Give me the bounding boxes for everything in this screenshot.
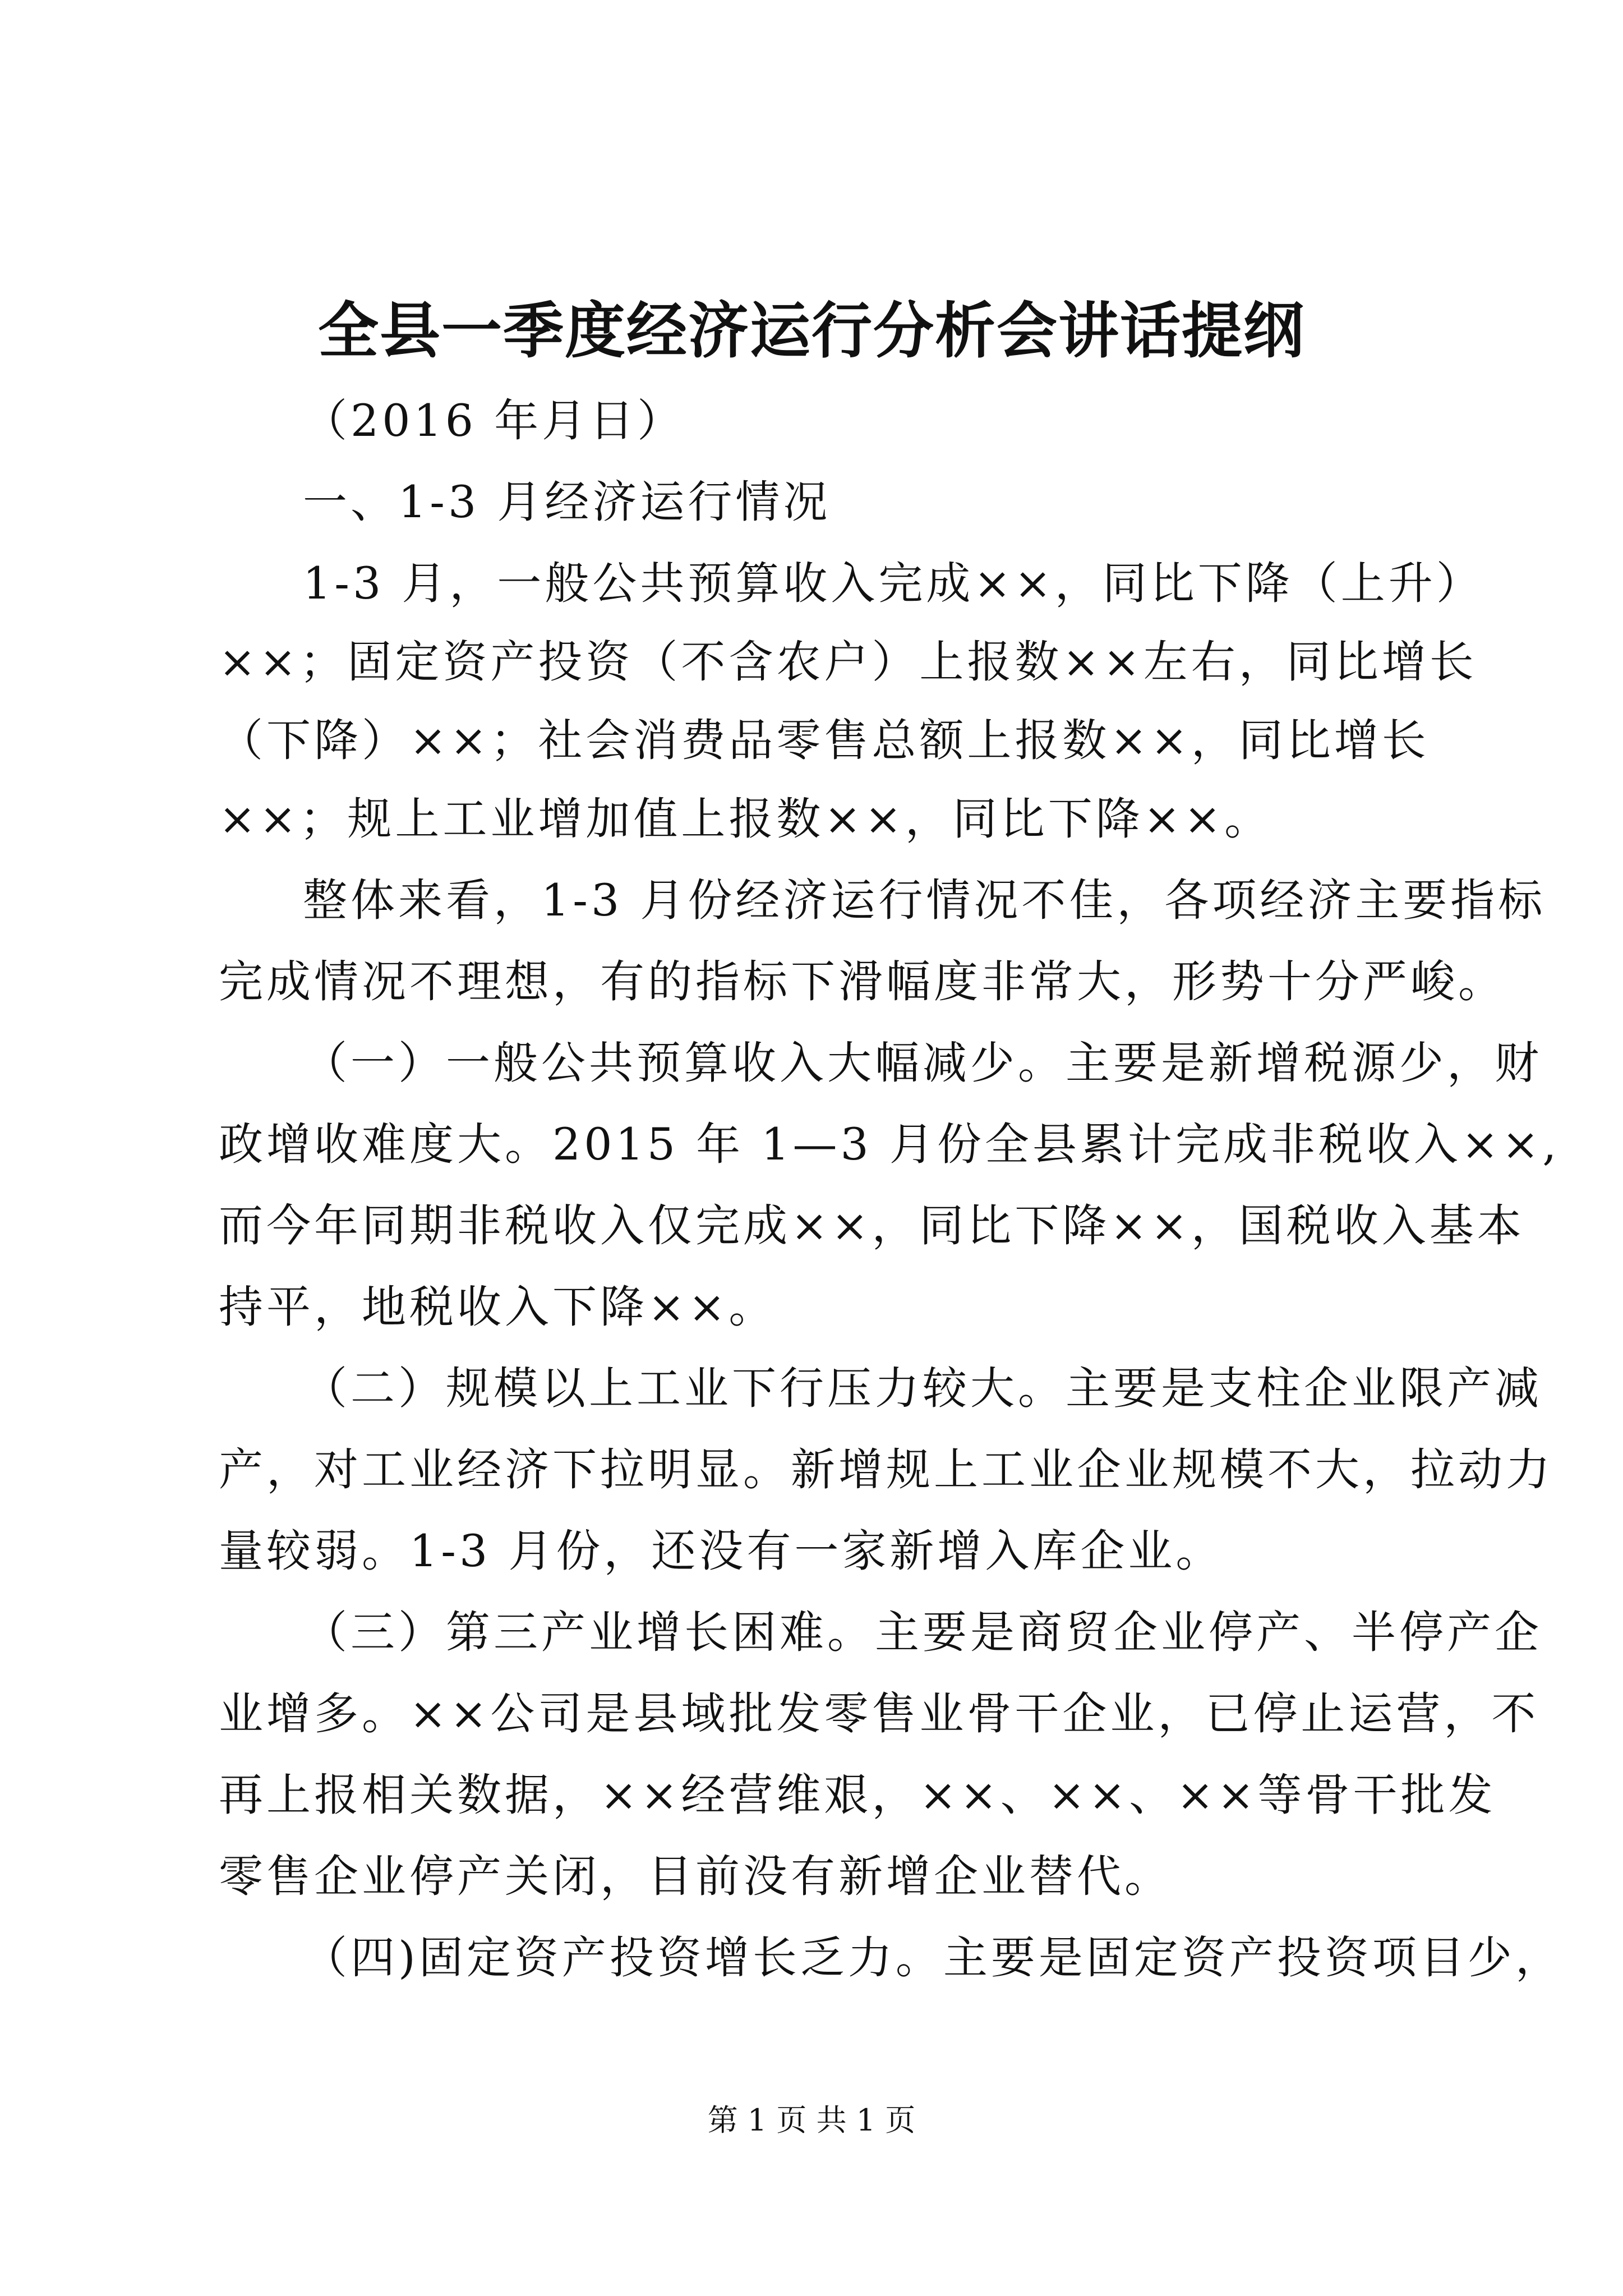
- paragraph-2-line: 完成情况不理想，有的指标下滑幅度非常大，形势十分严峻。: [219, 956, 1506, 1007]
- paragraph-1-line: （下降）××；社会消费品零售总额上报数××，同比增长: [219, 715, 1430, 766]
- paragraph-3-line: 持平，地税收入下降××。: [219, 1281, 777, 1333]
- paragraph-5-line: 业增多。××公司是县域批发零售业骨干企业，已停止运营，不: [219, 1688, 1539, 1740]
- paragraph-1-line: 1-3 月，一般公共预算收入完成××，同比下降（上升）: [303, 558, 1484, 609]
- paragraph-4-line: 量较弱。1-3 月份，还没有一家新增入库企业。: [219, 1525, 1224, 1577]
- paragraph-1-line: ××；规上工业增加值上报数××，同比下降××。: [219, 793, 1272, 845]
- paragraph-3-line: 而今年同期非税收入仅完成××，同比下降××，国税收入基本: [219, 1200, 1525, 1251]
- section-heading: 一、1-3 月经济运行情况: [303, 476, 831, 528]
- paragraph-4-line: 产，对工业经济下拉明显。新增规上工业企业规模不大，拉动力: [219, 1444, 1553, 1496]
- date-line: （2016 年月日）: [303, 395, 685, 447]
- paragraph-3-line: （一）一般公共预算收入大幅减少。主要是新增税源少，财: [303, 1037, 1542, 1089]
- paragraph-5-line: （三）第三产业增长困难。主要是商贸企业停产、半停产企: [303, 1607, 1542, 1658]
- paragraph-5-line: 零售企业停产关闭，目前没有新增企业替代。: [219, 1851, 1172, 1902]
- paragraph-6-line: （四)固定资产投资增长乏力。主要是固定资产投资项目少，: [303, 1932, 1563, 1984]
- paragraph-5-line: 再上报相关数据，××经营维艰，××、××、××等骨干批发: [219, 1769, 1496, 1821]
- paragraph-1-line: ××；固定资产投资（不含农户）上报数××左右，同比增长: [219, 636, 1477, 688]
- document-title: 全县一季度经济运行分析会讲话提纲: [317, 296, 1305, 366]
- page-footer: 第 1 页 共 1 页: [707, 2102, 916, 2138]
- paragraph-3-line: 政增收难度大。2015 年 1—3 月份全县累计完成非税收入××,: [219, 1119, 1560, 1170]
- paragraph-2-line: 整体来看，1-3 月份经济运行情况不佳，各项经济主要指标: [303, 875, 1546, 926]
- paragraph-4-line: （二）规模以上工业下行压力较大。主要是支柱企业限产减: [303, 1363, 1542, 1414]
